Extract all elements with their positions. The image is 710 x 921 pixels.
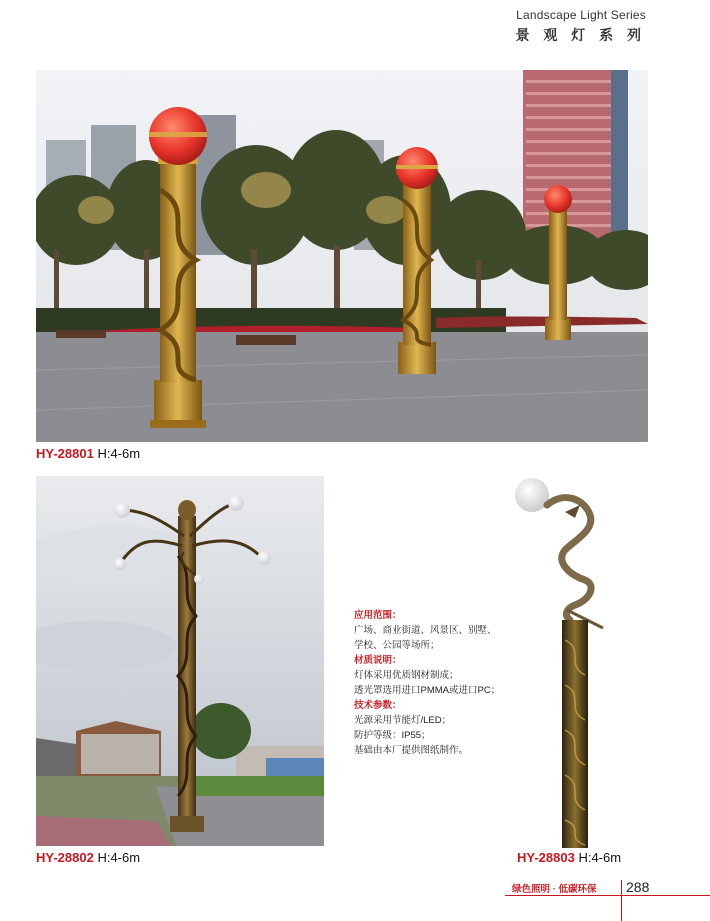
tech-line: 防护等级：IP55；: [354, 730, 431, 741]
page-number: 288: [626, 879, 650, 895]
product-height: H:4-6m: [97, 446, 141, 461]
footer-divider: [505, 895, 710, 896]
spec-description: [354, 608, 524, 758]
caption-hy-28801: [36, 446, 140, 461]
product-height: H:4-6m: [578, 850, 622, 865]
footer-slogan: 绿色照明 · 低碳环保: [512, 884, 597, 895]
caption-hy-28802: [36, 850, 140, 865]
product-code: HY-28803: [517, 850, 575, 865]
material-line: 透光罩选用进口PMMA或进口PC；: [354, 685, 501, 696]
product-code: HY-28802: [36, 850, 94, 865]
application-title: 应用范围：: [354, 610, 402, 621]
tech-line: 基础由本厂提供图纸制作。: [354, 745, 469, 756]
product-photo-hy-28801: [36, 70, 648, 442]
product-photo-hy-28802: [36, 476, 324, 846]
product-code: HY-28801: [36, 446, 94, 461]
application-line: 学校、公园等场所；: [354, 640, 440, 651]
material-line: 灯体采用优质钢材制成；: [354, 670, 459, 681]
product-photo-hy-28803: [505, 470, 615, 850]
application-line: 广场、商业街道、风景区、别墅、: [354, 625, 497, 636]
series-title-cn: 景 观 灯 系 列: [515, 27, 646, 43]
tech-title: 技术参数：: [354, 700, 402, 711]
material-title: 材质说明：: [354, 655, 402, 666]
tech-line: 光源采用节能灯/LED；: [354, 715, 452, 726]
caption-hy-28803: [517, 850, 621, 865]
product-height: H:4-6m: [97, 850, 141, 865]
series-title-en: Landscape Light Series: [516, 8, 646, 22]
footer-divider-vertical: [621, 880, 622, 921]
